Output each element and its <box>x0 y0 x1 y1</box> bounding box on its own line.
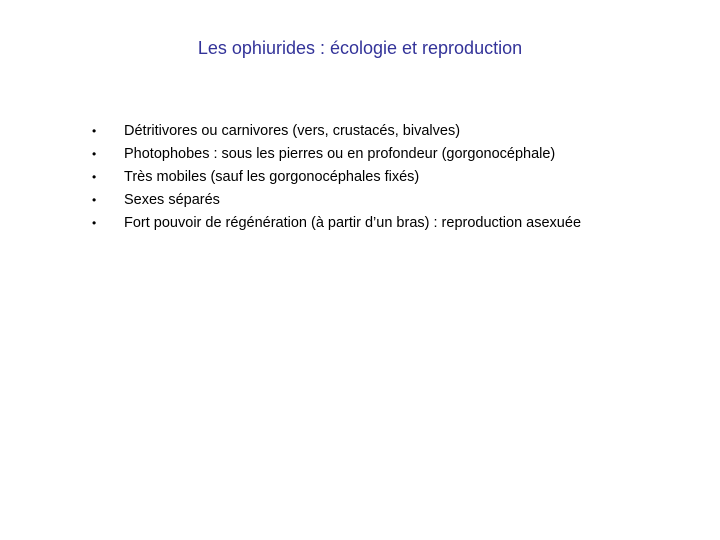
bullet-text: Détritivores ou carnivores (vers, crustacés, bivalves) <box>124 123 461 139</box>
list-item <box>90 166 710 189</box>
bullet-list <box>90 120 710 235</box>
slide-title: Les ophiurides : écologie et reproduction <box>197 38 523 58</box>
bullet-icon: • <box>92 170 97 184</box>
bullet-text: Photophobes : sous les pierres ou en profondeur (gorgonocéphale) <box>124 146 556 162</box>
list-item <box>90 143 710 166</box>
list-item <box>90 212 710 235</box>
list-item <box>90 120 710 143</box>
bullet-icon: • <box>92 216 97 230</box>
bullet-text: Sexes séparés <box>124 192 220 208</box>
bullet-text: Fort pouvoir de régénération (à partir d’un bras) : reproduction asexuée <box>124 215 582 231</box>
bullet-icon: • <box>92 193 97 207</box>
bullet-icon: • <box>92 147 97 161</box>
bullet-text: Très mobiles (sauf les gorgonocéphales fixés) <box>124 169 420 185</box>
list-item <box>90 189 710 212</box>
bullet-icon: • <box>92 124 97 138</box>
